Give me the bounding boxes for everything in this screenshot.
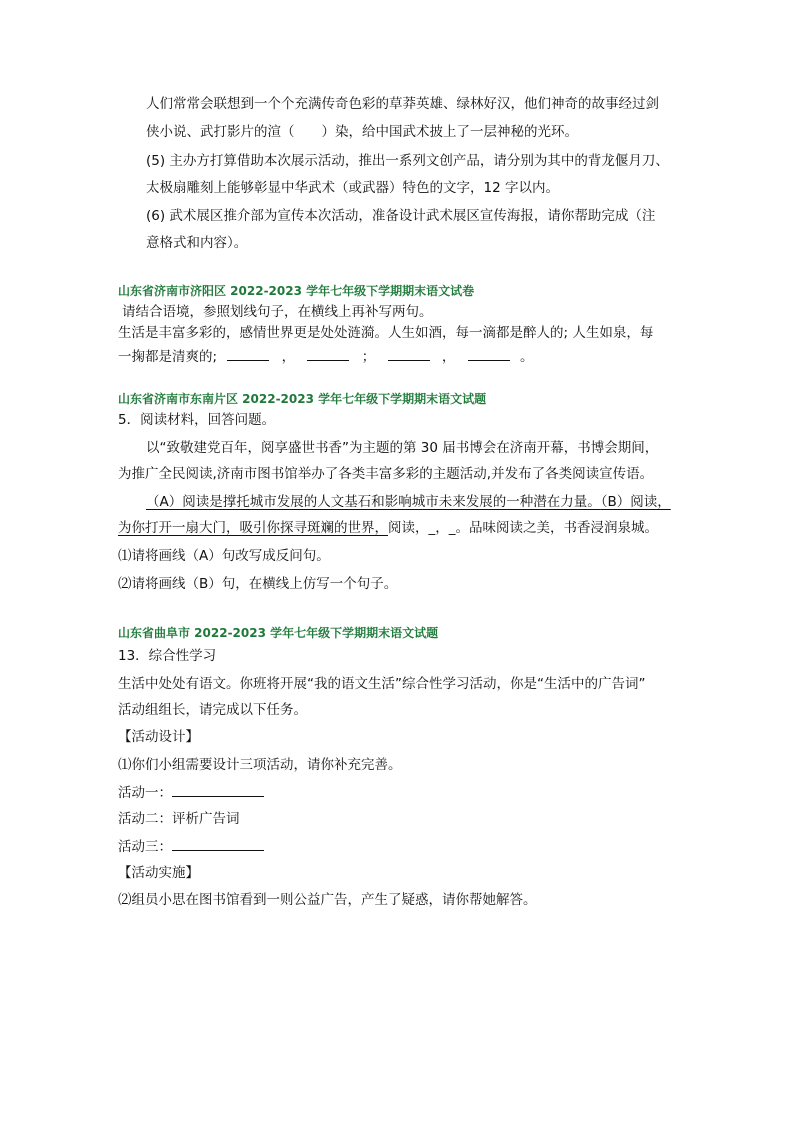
question-6-line: (6) 武术展区推介部为宣传本次活动，准备设计武术展区宣传海报，请你帮助完成（注: [146, 208, 656, 224]
answer-blank[interactable]: [388, 346, 430, 361]
section-heading: 山东省济南市东南片区 2022-2023 学年七年级下学期期末语文试题: [118, 392, 487, 406]
answer-blank[interactable]: [172, 782, 264, 797]
separator: ，: [281, 349, 296, 365]
separator: ；: [361, 349, 376, 365]
paragraph-line: [118, 518, 658, 538]
activity-line: [118, 782, 264, 803]
answer-blank[interactable]: [307, 346, 349, 361]
paragraph-line: 以“致敬建党百年，阅享盛世书香”为主题的第 30 届书博会在济南开幕，书博会期间，: [146, 440, 659, 456]
section-heading: 山东省曲阜市 2022-2023 学年七年级下学期期末语文试题: [118, 626, 439, 640]
answer-blank[interactable]: [227, 346, 269, 361]
sub-question: ⑵组员小思在图书馆看到一则公益广告，产生了疑惑，请你帮她解答。: [118, 892, 537, 908]
activity-label: 活动一：: [118, 785, 172, 801]
paragraph-line: 生活中处处有语文。你班将开展“我的语文生活”综合性学习活动，你是“生活中的广告词”: [118, 676, 646, 692]
sub-question: ⑴请将画线（A）句改写成反问句。: [118, 548, 330, 564]
paragraph-line: 活动组组长，请完成以下任务。: [118, 702, 307, 718]
question-5-line: (5) 主办方打算借助本次展示活动，推出一系列文创产品，请分别为其中的背龙偃月刀、: [146, 153, 669, 169]
separator: ，: [441, 349, 456, 365]
section-heading: 山东省济南市济阳区 2022-2023 学年七年级下学期期末语文试卷: [118, 284, 475, 298]
section-label: 【活动设计】: [118, 729, 199, 745]
question-number: 13．综合性学习: [118, 648, 217, 664]
activity-line: 活动二：评析广告词: [118, 811, 240, 827]
underlined-sentence-b: 为你打开一扇大门，吸引你探寻斑斓的世界，: [118, 520, 388, 536]
answer-blank[interactable]: [172, 836, 264, 851]
section-label: 【活动实施】: [118, 865, 199, 881]
question-6-line: 意格式和内容）。: [146, 235, 248, 251]
paragraph-text: 阅读，_，_。品味阅读之美，书香浸润泉城。: [388, 520, 658, 536]
answer-blank[interactable]: [468, 346, 510, 361]
paragraph-line: [146, 492, 671, 512]
sentence-end: 。: [519, 349, 534, 365]
underlined-sentence-a: （A）阅读是撑托城市发展的人文基石和影响城市未来发展的一种潜在力量。: [146, 494, 601, 510]
paragraph-line: 侠小说、武打影片的渲（ ）染，给中国武术披上了一层神秘的光环。: [146, 124, 578, 140]
paragraph-line: 为推广全民阅读,济南市图书馆举办了各类丰富多彩的主题活动,并发布了各类阅读宣传语。: [118, 466, 654, 482]
activity-label: 活动三：: [118, 839, 172, 855]
activity-line: [118, 836, 264, 857]
question-5-line: 太极扇雕刻上能够彰显中华武术（或武器）特色的文字，12 字以内。: [146, 180, 559, 196]
sub-question: ⑴你们小组需要设计三项活动，请你补充完善。: [118, 757, 402, 773]
sub-question: ⑵请将画线（B）句，在横线上仿写一个句子。: [118, 576, 398, 592]
paragraph-line: 人们常常会联想到一个个充满传奇色彩的草莽英雄、绿林好汉，他们神奇的故事经过剑: [146, 96, 659, 112]
instruction: 请结合语境，参照划线句子，在横线上再补写两句。: [122, 304, 433, 320]
underlined-sentence-b: （B）阅读，: [600, 494, 671, 510]
fill-in-text: 一掬都是清爽的;: [118, 349, 218, 365]
question-number: 5．阅读材料，回答问题。: [118, 412, 276, 428]
paragraph-line: 生活是丰富多彩的，感情世界更是处处涟漪。人生如酒，每一滴都是醉人的; 人生如泉，每: [118, 325, 654, 341]
fill-in-line: [118, 346, 533, 367]
